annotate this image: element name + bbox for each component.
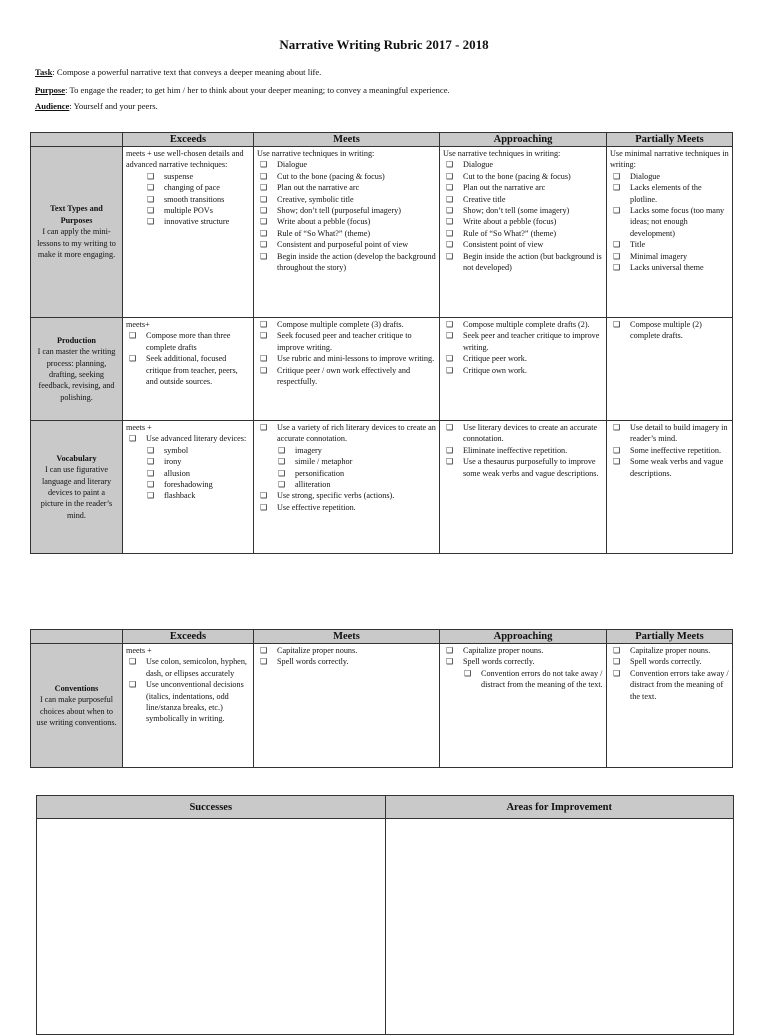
checkbox-item: ❑ Creative, symbolic title xyxy=(257,194,436,205)
task-label: Task xyxy=(35,67,53,77)
checkbox-sublist xyxy=(257,445,436,491)
checkbox-item: ❑ simile / metaphor xyxy=(275,456,436,467)
checkbox-item: ❑ Dialogue xyxy=(610,171,729,182)
successes-box[interactable] xyxy=(37,819,386,1035)
row-header xyxy=(31,318,123,421)
checkbox-item: ❑ innovative structure xyxy=(144,216,250,227)
cell-intro: meets + xyxy=(126,423,152,432)
checkbox-item: ❑ Eliminate ineffective repetition. xyxy=(443,445,603,456)
row-title: Text Types and Purposes xyxy=(50,204,103,225)
checkbox-item: ❑ alliteration xyxy=(275,479,436,490)
cell-intro: Use narrative techniques in writing: xyxy=(443,149,561,158)
checkbox-item: ❑ Compose more than three complete drafts xyxy=(126,330,250,353)
header-row xyxy=(31,133,733,147)
col-header-exceeds: Exceeds xyxy=(123,630,254,644)
cell-exceeds xyxy=(123,421,254,554)
checkbox-item: ❑ Use detail to build imagery in reader’s mind. xyxy=(610,422,729,445)
row-title: Production xyxy=(57,335,96,345)
col-header-meets: Meets xyxy=(254,630,440,644)
checkbox-item: ❑ suspense xyxy=(144,171,250,182)
cell-meets xyxy=(254,318,440,421)
checkbox-item: ❑ Show; don’t tell (purposeful imagery) xyxy=(257,205,436,216)
checkbox-list xyxy=(443,645,603,668)
checkbox-item: ❑ Compose multiple complete (3) drafts. xyxy=(257,319,436,330)
cell-intro: meets+ xyxy=(126,320,150,329)
task-text: : Compose a powerful narrative text that conveys a deeper meaning about life. xyxy=(52,67,322,77)
header-row xyxy=(31,630,733,644)
cell-exceeds xyxy=(123,318,254,421)
checkbox-item: ❑ Use literary devices to create an accurate connotation. xyxy=(443,422,603,445)
checkbox-list xyxy=(610,422,729,479)
checkbox-item: ❑ Seek focused peer and teacher critique to improve writing. xyxy=(257,330,436,353)
checkbox-item: ❑ Use colon, semicolon, hyphen, dash, or ellipses accurately xyxy=(126,656,250,679)
row-header xyxy=(31,147,123,318)
checkbox-item: ❑ Minimal imagery xyxy=(610,251,729,262)
checkbox-item: ❑ Some weak verbs and vague descriptions. xyxy=(610,456,729,479)
cell-meets xyxy=(254,421,440,554)
cell-intro: meets + xyxy=(126,646,152,655)
checkbox-list xyxy=(443,319,603,376)
checkbox-item: ❑ Compose multiple complete drafts (2). xyxy=(443,319,603,330)
checkbox-item: ❑ foreshadowing xyxy=(144,479,250,490)
checkbox-item: ❑ Rule of “So What?” (theme) xyxy=(443,228,603,239)
checkbox-list xyxy=(443,422,603,479)
cell-exceeds xyxy=(123,147,254,318)
checkbox-sublist xyxy=(443,668,603,691)
col-header-partially-meets: Partially Meets xyxy=(607,630,733,644)
checkbox-item: ❑ Some ineffective repetition. xyxy=(610,445,729,456)
row-description: I can master the writing process: planning, drafting, seeking feedback, revising, and polishing. xyxy=(37,347,116,402)
checkbox-item: ❑ personification xyxy=(275,468,436,479)
col-header-exceeds: Exceeds xyxy=(123,133,254,147)
checkbox-item: ❑ Consistent and purposeful point of view xyxy=(257,239,436,250)
checkbox-item: ❑ allusion xyxy=(144,468,250,479)
cell-approaching xyxy=(440,644,607,768)
rubric-row xyxy=(31,318,733,421)
cell-exceeds xyxy=(123,644,254,768)
checkbox-item: ❑ Seek additional, focused critique from teacher, peers, and outside sources. xyxy=(126,353,250,387)
audience-label: Audience xyxy=(35,101,70,111)
checkbox-item: ❑ Dialogue xyxy=(257,159,436,170)
checkbox-item: ❑ Lacks some focus (too many ideas; not enough development) xyxy=(610,205,729,239)
rubric-row xyxy=(31,421,733,554)
checkbox-list xyxy=(257,645,436,668)
checkbox-item: ❑ Write about a pebble (focus) xyxy=(257,216,436,227)
conventions-table xyxy=(30,629,733,768)
checkbox-item: ❑ smooth transitions xyxy=(144,194,250,205)
audience-text: : Yourself and your peers. xyxy=(69,101,158,111)
cell-approaching xyxy=(440,147,607,318)
cell-intro: meets + use well-chosen details and advanced narrative techniques: xyxy=(126,149,244,170)
checkbox-item: ❑ Capitalize proper nouns. xyxy=(257,645,436,656)
purpose-label: Purpose xyxy=(35,85,66,95)
checkbox-item: ❑ Use effective repetition. xyxy=(257,502,436,513)
purpose-line xyxy=(35,85,450,96)
checkbox-item: ❑ Critique own work. xyxy=(443,365,603,376)
corner-cell xyxy=(31,133,123,147)
purpose-text: : To engage the reader; to get him / her to think about your deeper meaning; to convey a meaningful experience. xyxy=(65,85,450,95)
checkbox-item: ❑ Capitalize proper nouns. xyxy=(610,645,729,656)
page-title: Narrative Writing Rubric 2017 - 2018 xyxy=(279,37,489,52)
col-header-meets: Meets xyxy=(254,133,440,147)
row-header xyxy=(31,644,123,768)
checkbox-sublist xyxy=(126,445,250,502)
checkbox-item: ❑ Lacks elements of the plotline. xyxy=(610,182,729,205)
row-description: I can apply the mini-lessons to my writing to make it more engaging. xyxy=(37,227,116,260)
checkbox-item: ❑ Spell words correctly. xyxy=(610,656,729,667)
cell-intro: Use minimal narrative techniques in writing: xyxy=(610,149,729,170)
checkbox-list xyxy=(126,656,250,724)
cell-meets xyxy=(254,644,440,768)
row-title: Conventions xyxy=(54,683,99,693)
rubric-row xyxy=(31,644,733,768)
checkbox-list xyxy=(610,171,729,274)
row-title: Vocabulary xyxy=(56,453,97,463)
checkbox-item: ❑ Convention errors do not take away / distract from the meaning of the text. xyxy=(461,668,603,691)
checkbox-item: ❑ Dialogue xyxy=(443,159,603,170)
checkbox-item: ❑ Show; don’t tell (some imagery) xyxy=(443,205,603,216)
cell-approaching xyxy=(440,421,607,554)
checkbox-list xyxy=(257,422,436,445)
checkbox-item: ❑ changing of pace xyxy=(144,182,250,193)
improvement-box[interactable] xyxy=(385,819,734,1035)
cell-intro: Use narrative techniques in writing: xyxy=(257,149,375,158)
checkbox-item: ❑ symbol xyxy=(144,445,250,456)
checkbox-item: ❑ Critique peer work. xyxy=(443,353,603,364)
cell-partially-meets xyxy=(607,644,733,768)
checkbox-item: ❑ Use strong, specific verbs (actions). xyxy=(257,490,436,501)
checkbox-item: ❑ irony xyxy=(144,456,250,467)
cell-partially-meets xyxy=(607,421,733,554)
checkbox-item: ❑ Critique peer / own work effectively and respectfully. xyxy=(257,365,436,388)
checkbox-sublist xyxy=(126,171,250,228)
checkbox-item: ❑ Lacks universal theme xyxy=(610,262,729,273)
feedback-table xyxy=(36,795,734,1035)
checkbox-list xyxy=(126,433,250,444)
checkbox-list xyxy=(443,159,603,273)
checkbox-item: ❑ imagery xyxy=(275,445,436,456)
audience-line xyxy=(35,101,158,112)
checkbox-item: ❑ Use rubric and mini-lessons to improve writing. xyxy=(257,353,436,364)
cell-approaching xyxy=(440,318,607,421)
checkbox-item: ❑ Title xyxy=(610,239,729,250)
row-header xyxy=(31,421,123,554)
rubric-table xyxy=(30,132,733,554)
col-header-partially-meets: Partially Meets xyxy=(607,133,733,147)
checkbox-list xyxy=(126,330,250,387)
checkbox-list xyxy=(257,319,436,387)
checkbox-item: ❑ Rule of “So What?” (theme) xyxy=(257,228,436,239)
checkbox-item: ❑ Creative title xyxy=(443,194,603,205)
row-description: I can use figurative language and literary devices to paint a picture in the reader’s mind. xyxy=(40,465,113,520)
row-description: I can make purposeful choices about when to use writing conventions. xyxy=(36,695,117,727)
checkbox-item: ❑ Begin inside the action (develop the background throughout the story) xyxy=(257,251,436,274)
checkbox-item: ❑ Use unconventional decisions (italics, indentations, odd line/stanza breaks, etc.) symbolically in writing. xyxy=(126,679,250,725)
task-line xyxy=(35,67,321,78)
cell-partially-meets xyxy=(607,318,733,421)
checkbox-item: ❑ Spell words correctly. xyxy=(443,656,603,667)
checkbox-item: ❑ Consistent point of view xyxy=(443,239,603,250)
checkbox-item: ❑ Compose multiple (2) complete drafts. xyxy=(610,319,729,342)
checkbox-item: ❑ Write about a pebble (focus) xyxy=(443,216,603,227)
checkbox-item: ❑ Convention errors take away / distract from the meaning of the text. xyxy=(610,668,729,702)
checkbox-item: ❑ multiple POVs xyxy=(144,205,250,216)
checkbox-list xyxy=(610,319,729,342)
cell-partially-meets xyxy=(607,147,733,318)
checkbox-item: ❑ Cut to the bone (pacing & focus) xyxy=(257,171,436,182)
checkbox-item: ❑ flashback xyxy=(144,490,250,501)
checkbox-item: ❑ Spell words correctly. xyxy=(257,656,436,667)
improvement-header: Areas for Improvement xyxy=(385,796,734,819)
col-header-approaching: Approaching xyxy=(440,133,607,147)
checkbox-item: ❑ Capitalize proper nouns. xyxy=(443,645,603,656)
checkbox-item: ❑ Use a thesaurus purposefully to improve some weak verbs and vague descriptions. xyxy=(443,456,603,479)
col-header-approaching: Approaching xyxy=(440,630,607,644)
checkbox-item: ❑ Cut to the bone (pacing & focus) xyxy=(443,171,603,182)
checkbox-item: ❑ Plan out the narrative arc xyxy=(257,182,436,193)
successes-header: Successes xyxy=(37,796,386,819)
checkbox-item: ❑ Use advanced literary devices: xyxy=(126,433,250,444)
checkbox-item: ❑ Seek peer and teacher critique to improve writing. xyxy=(443,330,603,353)
checkbox-item: ❑ Begin inside the action (but background is not developed) xyxy=(443,251,603,274)
cell-meets xyxy=(254,147,440,318)
rubric-row xyxy=(31,147,733,318)
checkbox-item: ❑ Use a variety of rich literary devices to create an accurate connotation. xyxy=(257,422,436,445)
corner-cell xyxy=(31,630,123,644)
checkbox-list xyxy=(610,645,729,702)
checkbox-item: ❑ Plan out the narrative arc xyxy=(443,182,603,193)
checkbox-list xyxy=(257,490,436,513)
checkbox-list xyxy=(257,159,436,273)
